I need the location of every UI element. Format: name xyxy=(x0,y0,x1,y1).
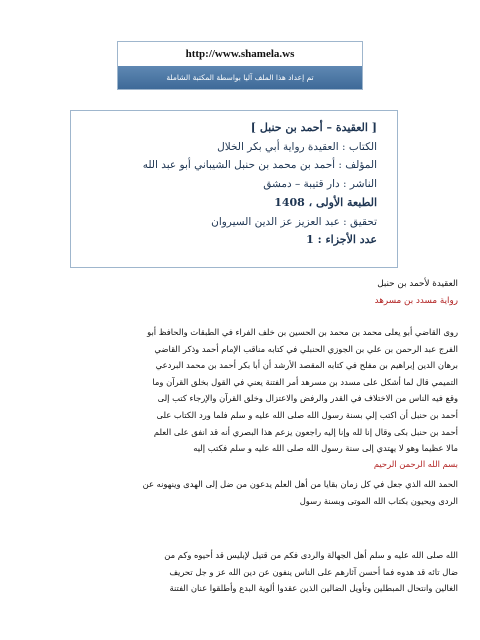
info-publisher: الناشر : دار قتيبة – دمشق xyxy=(263,178,377,191)
text-line: أحمد بن حنبل بكى وقال إنا لله وإنا إليه راجعون يزعم هذا البصري أنه قد انفق على العلم xyxy=(153,426,458,437)
text-line: الردى ويحيون بكتاب الله الموتى وبسنة رسول xyxy=(299,495,458,506)
info-edition: الطبعة الأولى ، 1408 xyxy=(274,195,377,209)
hamd-paragraph xyxy=(28,476,458,509)
text-line: ضال تائه قد هدوه فما أحسن آثارهم على الناس ينفون عن دين الله عز و جل تحريف xyxy=(169,566,458,577)
book-subtitle: رواية مسدد بن مسرهد xyxy=(374,296,458,306)
text-line: الفرج عبد الرحمن بن علي بن الجوزي الحنبلي في كتابه مناقب الإمام أحمد وذكر القاضي xyxy=(154,343,458,354)
site-url-link[interactable]: http://www.shamela.ws xyxy=(185,48,295,60)
info-book: الكتاب : العقيدة رواية أبي بكر الخلال xyxy=(217,140,377,153)
shamela-header xyxy=(117,41,363,90)
intro-paragraph xyxy=(28,324,458,457)
text-line: الله صلى الله عليه و سلم أهل الجهالة والردى فكم من قتيل لإبليس قد أحيوه وكم من xyxy=(164,550,458,560)
info-author: المؤلف : أحمد بن محمد بن حنبل الشيباني أبو عبد الله xyxy=(142,159,377,172)
text-line: الغالين وانتحال المبطلين وتأويل الضالين الذين عقدوا ألوية البدع وأطلقوا عنان الفتنة xyxy=(169,583,458,594)
text-line: الحمد الله الذي جعل في كل زمان بقايا من أهل العلم يدعون من ضل إلى الهدى وينهونه عن xyxy=(142,479,458,489)
text-line: التميمي قال لما أشكل على مسدد بن مسرهد أمر الفتنة يعني في القول بخلق القرآن وما xyxy=(152,376,458,387)
text-line: روى القاضي أبو يعلى محمد بن محمد بن الحسين بن خلف الفراء في الطبقات والحافظ أبو xyxy=(147,327,458,337)
info-volumes: عدد الأجزاء : 1 xyxy=(306,233,377,247)
text-line: برهان الدين إبراهيم بن مفلح في كتابه المقصد الأرشد أن أبا بكر أحمد بن محمد البردعي xyxy=(155,360,458,371)
continuation-paragraph xyxy=(28,547,458,597)
text-line: أحمد بن حنبل أن اكتب إلي بسنة رسول الله صلى الله عليه و سلم فلما ورد الكتاب على xyxy=(156,409,458,420)
basmala: بسم الله الرحمن الرحيم xyxy=(373,459,458,469)
text-line: وقع فيه الناس من الاختلاف في القدر والرفض والاعتزال وخلق القرآن والإرجاء كتب إلى xyxy=(157,393,458,404)
info-heading: [ العقيدة – أحمد بن حنبل ] xyxy=(250,121,377,134)
book-title: العقيدة لأحمد بن حنبل xyxy=(377,279,458,289)
text-line: مالا عظيما وهو لا يهتدي إلى سنة رسول الله صلى الله عليه و سلم فكتب إليه xyxy=(193,443,458,454)
generated-banner: تم إعداد هذا الملف آليا بواسطة المكتبة الشاملة xyxy=(118,66,362,89)
book-info-box xyxy=(70,110,398,268)
info-editor: تحقيق : عبد العزيز عز الدين السيروان xyxy=(211,215,377,228)
